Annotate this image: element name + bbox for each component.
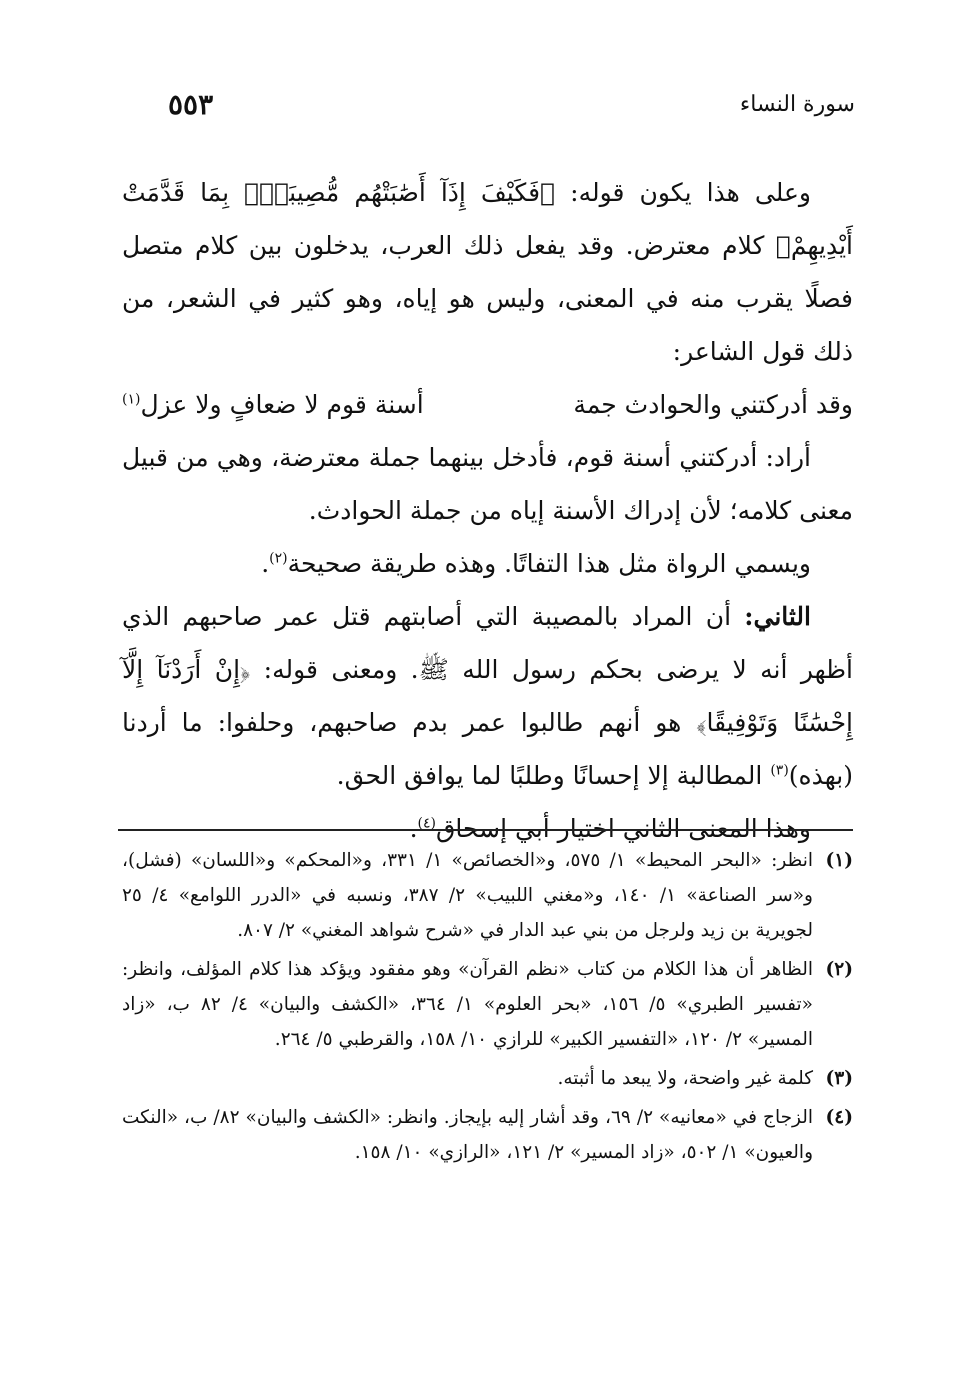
footnote-text: كلمة غير واضحة، ولا يبعد ما أثبته. <box>557 1068 813 1089</box>
footnote-1 <box>122 843 853 948</box>
page-number: ٥٥٣ <box>168 88 214 121</box>
footnote-separator <box>118 829 853 831</box>
paragraph-4-end: المطالبة إلا إحسانًا وطلبًا لما يوافق الحق. <box>336 761 771 790</box>
paragraph-3: ويسمي الرواة مثل هذا التفاتًا. وهذه طريقة صحيحة$^{(٢)}$. <box>261 549 811 578</box>
footnote-number: (٣) <box>825 1068 853 1089</box>
poetry-verse <box>122 378 853 431</box>
paragraph-3-text: ويسمي الرواة مثل هذا التفاتًا. وهذه طريقة صحيحة <box>287 549 811 578</box>
paragraph-4-text: أن المراد بالمصيبة التي أصابتهم قتل عمر صاحبهم الذي أظهر أنه لا يرضى بحكم رسول الله ﷺ. ومعنى قوله: ﴿إِنْ أَرَدْنَآ إِلَّآ إِحْسَٰنًا وَتَوْفِيقًا﴾ هو أنهم طالبوا عمر بدم صاحبهم، وحلفوا: ما أردنا (بهذه) <box>122 602 853 790</box>
footnote-ref-2: (٢) <box>269 550 288 567</box>
paragraph-4-lead: الثاني: <box>744 602 811 631</box>
footnote-text: الزجاج في «معانيه» ٢/ ٦٩، وقد أشار إليه بإيجاز. وانظر: «الكشف والبيان» ٨٢/ ب، «النكت والعيون» ١/ ٥٠٢، «زاد المسير» ٢/ ١٢١، «الرازي» ١٠/ ١٥٨. <box>122 1107 814 1163</box>
paragraph-1: وعلى هذا يكون قوله: ﴿فَكَيْفَ إِذَآ أَصَٰبَتْهُم مُّصِيبَةُۢ بِمَا قَدَّمَتْ أَيْدِيهِمْ﴾ كلام معترض. وقد يفعل ذلك العرب، يدخلون بين كلام متصل فصلًا يقرب منه في المعنى، وليس هو إياه، وهو كثير في الشعر، من ذلك قول الشاعر: <box>122 178 853 366</box>
verse-first-hemistich: وقد أدركتني والحوادث جمة <box>573 390 853 419</box>
page-header <box>120 88 855 128</box>
footnote-2 <box>122 952 853 1057</box>
paragraph-5-text: وهذا المعنى الثاني اختيار أبي إسحاق <box>436 814 811 843</box>
footnote-number: (٤) <box>825 1107 853 1128</box>
paragraph-5: وهذا المعنى الثاني اختيار أبي إسحاق$^{(٤)}$. <box>409 814 811 843</box>
footnote-4 <box>122 1100 853 1170</box>
footnote-number: (٢) <box>825 959 853 980</box>
paragraph-2: أراد: أدركتني أسنة قوم، فأدخل بينهما جملة معترضة، وهي من قبيل معنى كلامه؛ لأن إدراك الأسنة إياه من جملة الحوادث. <box>122 443 853 525</box>
footnote-3 <box>122 1061 853 1096</box>
footnote-ref-3: (٣) <box>770 762 789 779</box>
footnote-ref-1: (١) <box>122 391 141 408</box>
verse-second-text: أسنة قوم لا ضعافٍ ولا عزل <box>140 390 424 419</box>
running-title: سورة النساء <box>739 92 855 117</box>
verse-second-hemistich <box>122 378 424 431</box>
footnote-text: انظر: «البحر المحيط» ١/ ٥٧٥، و«الخصائص» ١/ ٣٣١، و«المحكم» و«اللسان» (فشل)، و«سر الصناعة» ١/ ١٤٠، و«مغني اللبيب» ٢/ ٣٨٧، ونسبه في «الدرر اللوامع» ٤/ ٢٥ لجويرية بن زيد ولرجل من بني عبد الدار في «شرح شواهد المغني» ٢/ ٨٠٧. <box>122 850 813 941</box>
footnote-number: (١) <box>825 850 853 871</box>
footnote-text: الظاهر أن هذا الكلام من كتاب «نظم القرآن» وهو مفقود ويؤكد هذا كلام المؤلف، وانظر: «تفسير الطبري» ٥/ ١٥٦، «بحر العلوم» ١/ ٣٦٤، «الكشف والبيان» ٤/ ٨٢ ب، «زاد المسير» ٢/ ١٢٠، «التفسير الكبير» للرازي ١٠/ ١٥٨، والقرطبي ٥/ ٢٦٤. <box>122 959 813 1050</box>
footnote-ref-4: (٤) <box>417 815 436 832</box>
footnotes <box>122 843 853 1174</box>
paragraph-4 <box>122 590 853 802</box>
main-text <box>122 166 853 855</box>
